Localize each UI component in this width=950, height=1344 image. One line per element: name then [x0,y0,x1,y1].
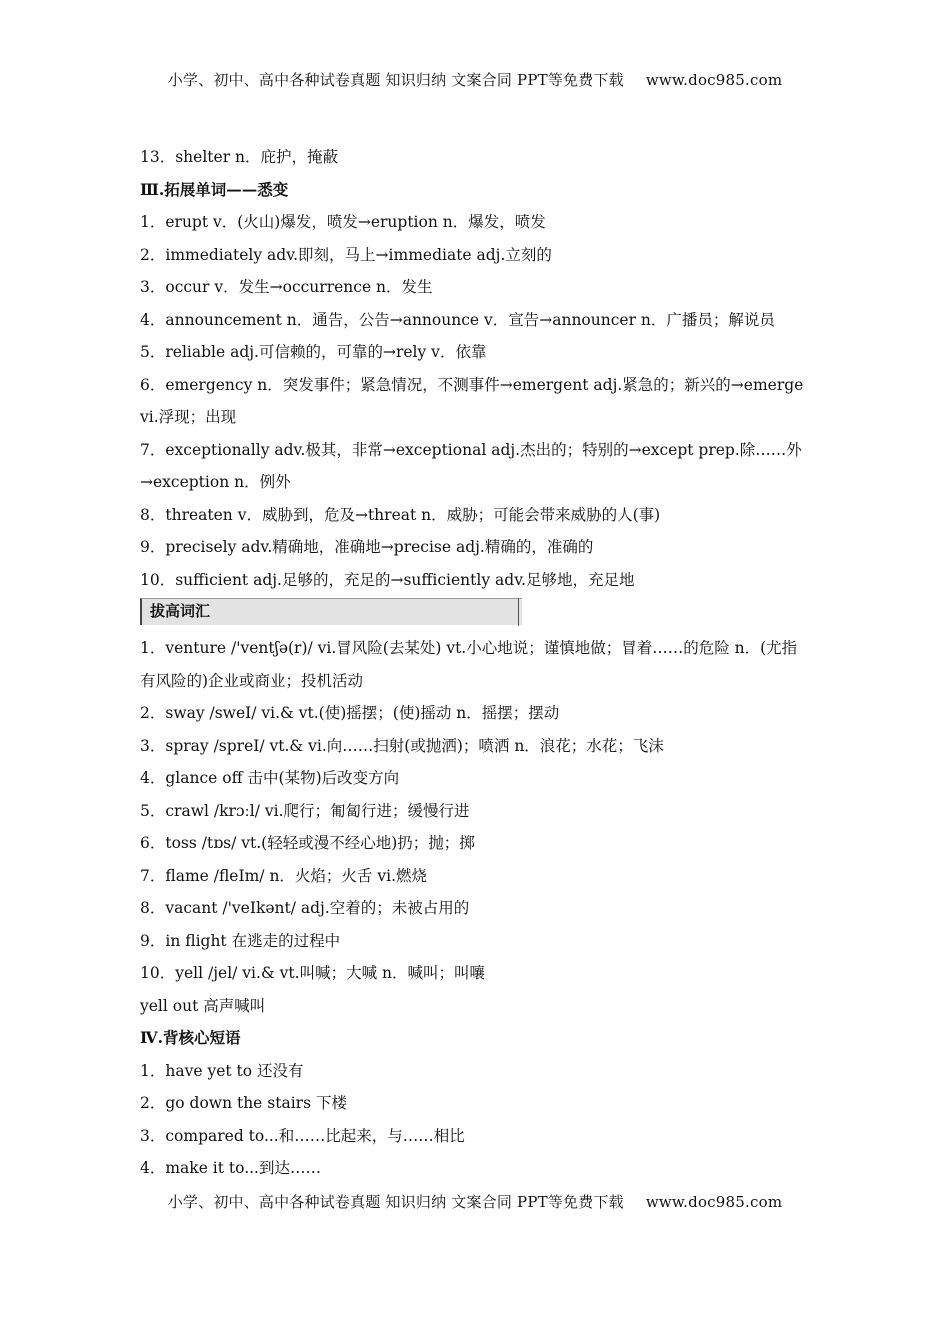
phrase-line: 3．compared to...和……比起来，与……相比 [140,1126,465,1145]
vocab-line: 13．shelter n．庇护，掩蔽 [140,148,339,166]
footer-text: 小学、初中、高中各种试卷真题 知识归纳 文案合同 PPT等免费下载 [167,1193,624,1211]
vocab-line: 5．crawl /krɔːl/ vi.爬行；匍匐行进；缓慢行进 [140,801,470,820]
vocab-line: 9．in flight 在逃走的过程中 [140,931,341,950]
phrase-line: 1．have yet to 还没有 [140,1061,304,1080]
banner-divider [518,598,519,626]
vocab-line: 4．glance off 击中(某物)后改变方向 [140,769,400,787]
vocab-line: 2．immediately adv.即刻，马上→immediate adj.立刻的 [140,245,552,264]
page-footer [0,1191,950,1212]
vocab-line: 7．flame /fleIm/ n．火焰；火舌 vi.燃烧 [140,866,427,885]
header-site-link[interactable]: www.doc985.com [645,71,783,89]
phrase-line: 2．go down the stairs 下楼 [140,1094,347,1112]
page-header [0,69,950,90]
footer-site-link[interactable]: www.doc985.com [645,1193,783,1211]
phrase-line: 4．make it to...到达…… [140,1159,321,1177]
vocab-line: 7．exceptionally adv.极其，非常→exceptional adj.杰出的；特别的→except prep.除……外→exception n．例外 [140,440,802,491]
vocab-line: yell out 高声喊叫 [140,996,266,1015]
section-heading: Ⅳ.背核心短语 [140,1028,241,1047]
vocab-line: 8．threaten v．威胁到，危及→threat n．威胁；可能会带来威胁的人(事) [140,505,661,524]
banner-label: 拔高词汇 [150,602,211,620]
vocab-line: 1．venture /'ventʃə(r)/ vi.冒风险(去某处) vt.小心地说；谨慎地做；冒着……的危险 n．(尤指有风险的)企业或商业；投机活动 [140,639,798,690]
vocab-line: 3．spray /spreI/ vt.& vi.向……扫射(或抛洒)；喷洒 n．浪花；水花；飞沫 [140,736,664,755]
vocab-line: 8．vacant /'veIkənt/ adj.空着的；未被占用的 [140,899,470,917]
vocab-line: 5．reliable adj.可信赖的，可靠的→rely v．依靠 [140,343,487,361]
vocab-line: 10．yell /jel/ vi.& vt.叫喊；大喊 n．喊叫；叫嚷 [140,964,485,982]
header-text: 小学、初中、高中各种试卷真题 知识归纳 文案合同 PPT等免费下载 [167,71,624,89]
section-heading: Ⅲ.拓展单词——悉变 [140,179,289,199]
section-banner [140,598,812,628]
vocab-line: 6．toss /tɒs/ vt.(轻轻或漫不经心地)扔；抛；掷 [140,834,475,852]
vocab-line: 3．occur v．发生→occurrence n．发生 [140,278,433,296]
vocab-line: 4．announcement n．通告，公告→announce v．宣告→announcer n．广播员；解说员 [140,310,775,329]
vocab-line: 6．emergency n．突发事件；紧急情况，不测事件→emergent adj.紧急的；新兴的→emerge vi.浮现；出现 [140,375,804,426]
document-body [140,141,812,1185]
vocab-line: 9．precisely adv.精确地，准确地→precise adj.精确的，准确的 [140,538,594,556]
vocab-line: 1．erupt v．(火山)爆发，喷发→eruption n．爆发，喷发 [140,213,546,231]
vocab-line: 10．sufficient adj.足够的，充足的→sufficiently adv.足够地，充足地 [140,570,635,589]
vocab-line: 2．sway /sweI/ vi.& vt.(使)摇摆；(使)摇动 n．摇摆；摆动 [140,704,560,722]
